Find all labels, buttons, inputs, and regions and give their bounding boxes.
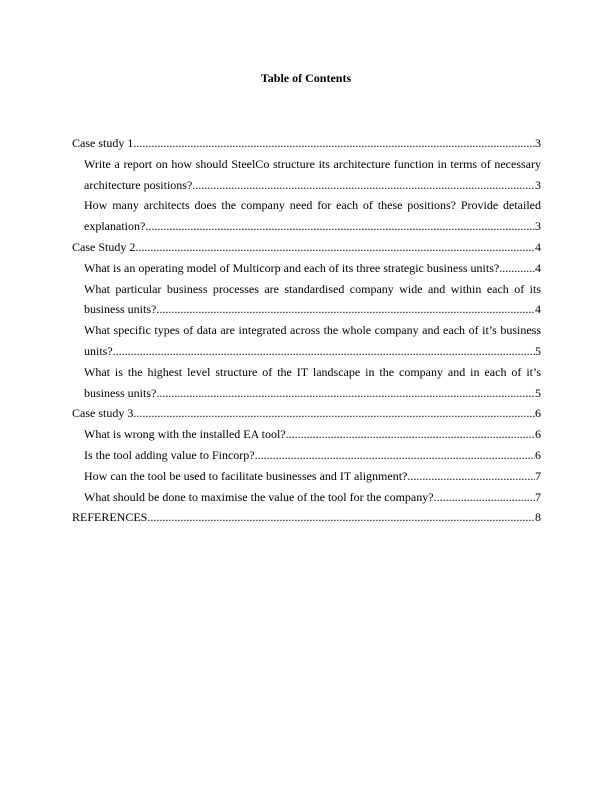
dot-leader — [192, 175, 535, 196]
toc-entry-data-integration[interactable] — [72, 320, 541, 362]
toc-entry-steelco-structure[interactable] — [72, 154, 541, 196]
toc-entry-case-study-2[interactable] — [72, 237, 541, 258]
dot-leader — [156, 383, 535, 404]
toc-page-number: 4 — [535, 239, 541, 254]
toc-entry-text-line: Write a report on how should SteelCo structure its architecture function in terms of necessary — [84, 156, 541, 171]
dot-leader — [133, 403, 535, 424]
toc-entry-architects-count[interactable] — [72, 195, 541, 237]
toc-page-number: 7 — [535, 489, 541, 504]
toc-page-number: 4 — [535, 302, 541, 317]
dot-leader — [434, 487, 535, 508]
toc-entry-it-landscape[interactable] — [72, 362, 541, 404]
dot-leader — [407, 466, 535, 487]
toc-page-number: 5 — [535, 343, 541, 358]
toc-entry-text-line: architecture positions? — [84, 177, 193, 192]
toc-entry-ea-tool-problem[interactable] — [72, 424, 541, 445]
toc-entry-text-line: What specific types of data are integrated across the whole company and each of it’s business — [84, 323, 541, 338]
dot-leader — [133, 133, 535, 154]
toc-page-number: 8 — [535, 510, 541, 525]
toc-entry-title: Case Study 2 — [72, 239, 136, 254]
toc-page-number: 3 — [535, 219, 541, 234]
toc-page-number: 3 — [535, 177, 541, 192]
dot-leader — [499, 258, 535, 279]
table-of-contents — [72, 133, 541, 528]
toc-entry-text-line: What particular business processes are standardised company wide and within each of its — [84, 281, 541, 296]
toc-entry-text-line: How can the tool be used to facilitate businesses and IT alignment? — [84, 468, 408, 483]
toc-entry-text-line: business units? — [84, 302, 157, 317]
toc-entry-title: Case study 1 — [72, 136, 134, 150]
toc-entry-it-alignment[interactable] — [72, 466, 541, 487]
toc-entry-operating-model[interactable] — [72, 258, 541, 279]
toc-entry-title: REFERENCES — [72, 510, 148, 525]
toc-page-number: 3 — [535, 136, 541, 150]
toc-entry-text-line: business units? — [84, 385, 157, 400]
dot-leader — [135, 237, 535, 258]
toc-entry-text-line: What should be done to maximise the value of the tool for the company? — [84, 489, 434, 504]
toc-entry-tool-value[interactable] — [72, 445, 541, 466]
dot-leader — [286, 424, 535, 445]
toc-page-number: 6 — [535, 447, 541, 462]
toc-title: Table of Contents — [260, 71, 352, 85]
toc-entry-title: Case study 3 — [72, 406, 134, 421]
dot-leader — [156, 299, 535, 320]
dot-leader — [147, 507, 535, 528]
toc-entry-text-line: explanation? — [84, 219, 146, 234]
toc-page-number: 6 — [535, 427, 541, 442]
toc-entry-maximise-value[interactable] — [72, 487, 541, 508]
dot-leader — [145, 216, 535, 237]
toc-page-number: 4 — [535, 260, 541, 275]
toc-entry-business-processes[interactable] — [72, 279, 541, 321]
toc-entry-text-line: How many architects does the company need for each of these positions? Provide detailed — [84, 198, 541, 213]
toc-entry-text-line: What is an operating model of Multicorp and each of its three strategic business units? — [84, 260, 500, 275]
toc-entry-text-line: What is wrong with the installed EA tool? — [84, 427, 286, 442]
toc-page-number: 7 — [535, 468, 541, 483]
dot-leader — [113, 341, 535, 362]
dot-leader — [255, 445, 535, 466]
toc-entry-text-line: Is the tool adding value to Fincorp? — [84, 447, 255, 462]
toc-entry-case-study-1[interactable] — [72, 133, 541, 154]
toc-entry-text-line: What is the highest level structure of the IT landscape in the company and in each of it’s — [84, 364, 541, 379]
toc-entry-case-study-3[interactable] — [72, 403, 541, 424]
toc-page-number: 5 — [535, 385, 541, 400]
toc-entry-text-line: units? — [84, 343, 113, 358]
toc-entry-references[interactable] — [72, 507, 541, 528]
toc-page-number: 6 — [535, 406, 541, 421]
